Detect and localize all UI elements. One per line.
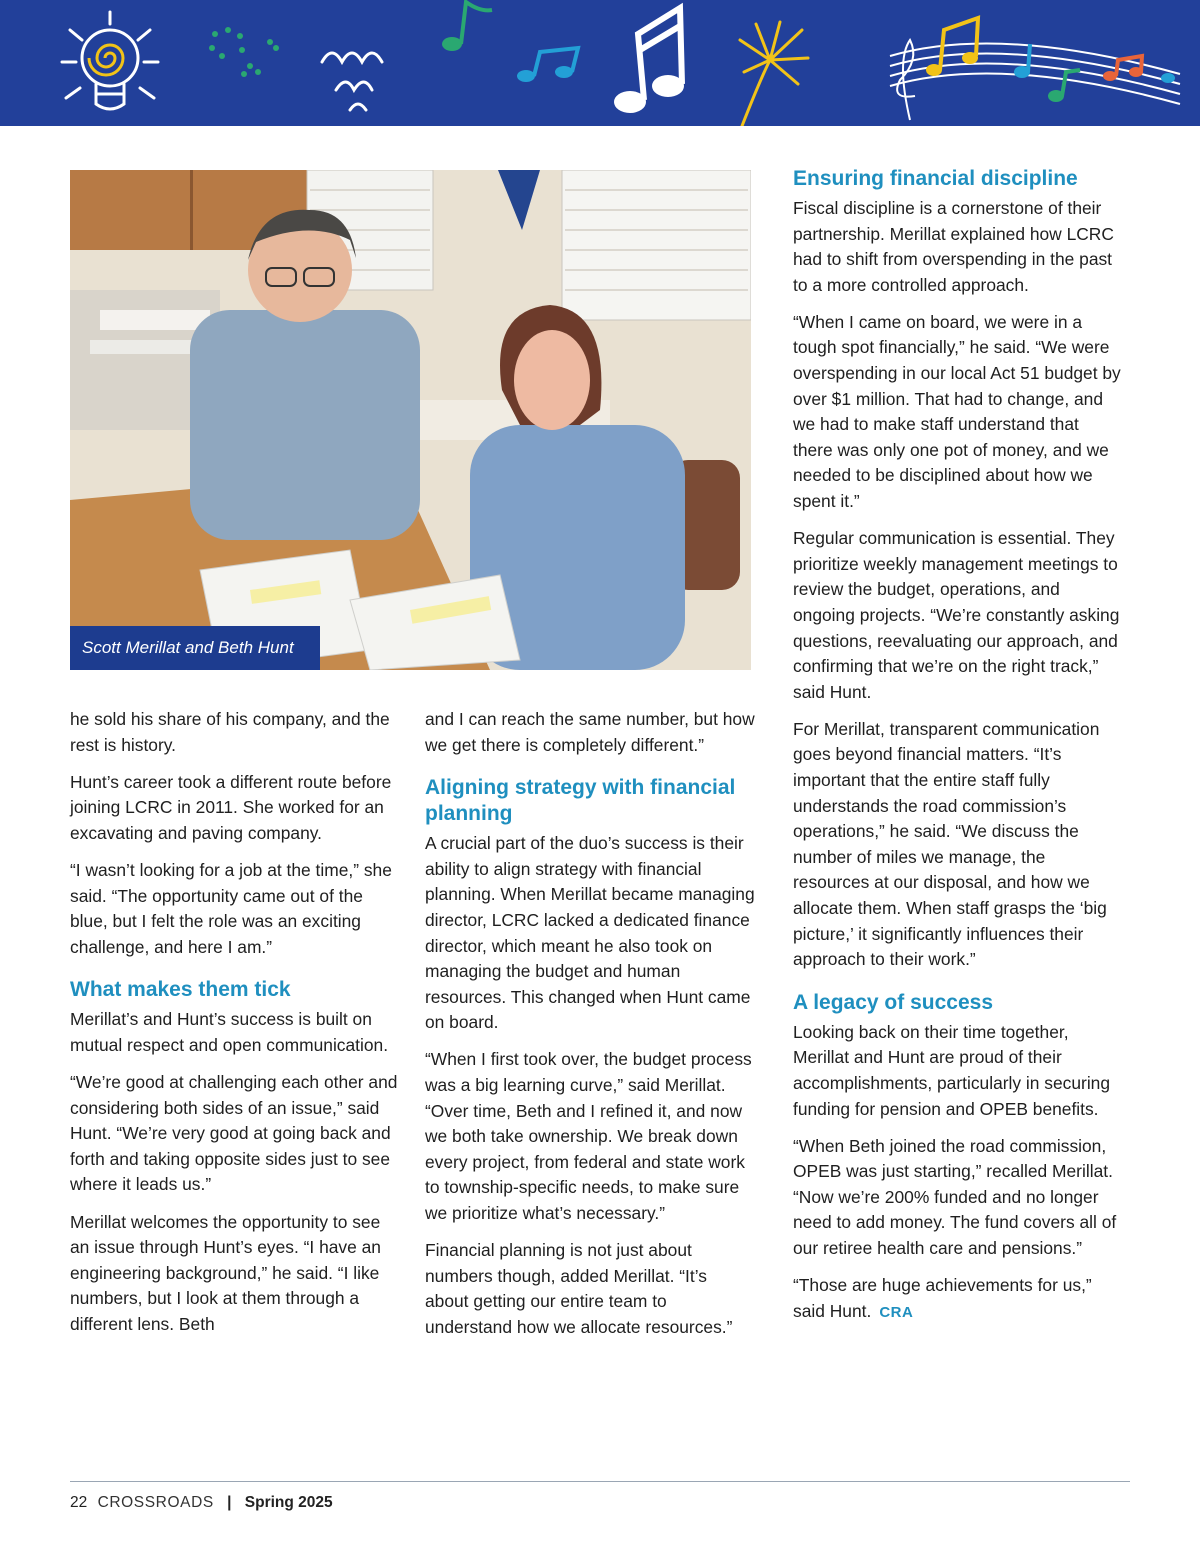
- article-end-signoff: CRA: [879, 1303, 914, 1321]
- issue-date: Spring 2025: [244, 1494, 333, 1511]
- paragraph: and I can reach the same number, but how we get there is completely different.”: [425, 709, 755, 755]
- paragraph: Merillat’s and Hunt’s success is built on mutual respect and open communication.: [70, 1009, 389, 1055]
- section-heading: What makes them tick: [70, 978, 291, 1002]
- double-note-icon: [517, 48, 578, 82]
- lightbulb-icon: [62, 12, 158, 109]
- sparkle-dots-icon: [209, 27, 279, 77]
- paragraph: Regular communication is essential. They prioritize weekly management meetings to review the budget, operations, and ongoing projects. “We’re constantly asking questions, reevaluating our approach, and confirming that we’re on the right track,” said Hunt.: [793, 528, 1120, 702]
- paragraph: “When I first took over, the budget process was a big learning curve,” said Merillat. “Over time, Beth and I refined it, and now we both take ownership. We break down every project, from federal and state work to township-specific needs, to make sure we prioritize what’s necessary.”: [425, 1049, 752, 1223]
- paragraph: Financial planning is not just about numbers though, added Merillat. “It’s about getting our entire team to understand how we allocate resources.”: [425, 1240, 733, 1337]
- paragraph: Merillat welcomes the opportunity to see an issue through Hunt’s eyes. “I have an engineering background,” he said. “I like numbers, but I look at them through a different lens. Beth: [70, 1211, 381, 1334]
- firework-icon: [740, 22, 808, 126]
- music-note-icon: [442, 2, 492, 51]
- article-column-3: [793, 166, 1123, 1337]
- page-footer: [70, 1492, 333, 1514]
- article-column-1: [70, 707, 400, 1349]
- page-number: 22: [70, 1494, 88, 1511]
- paragraph-text: “Those are huge achievements for us,” said Hunt.: [793, 1275, 1092, 1321]
- section-heading: Ensuring financial discipline: [793, 167, 1078, 190]
- paragraph: “When Beth joined the road commission, OPEB was just starting,” recalled Merillat. “Now we’re 200% funded and no longer need to add money. The fund covers all of our retiree health care and pensions.”: [793, 1135, 1117, 1258]
- publication-name: CROSSROADS: [97, 1494, 214, 1511]
- paragraph: “When I came on board, we were in a tough spot financially,” he said. “We were overspending in our local Act 51 budget by over $1 million. That had to change, and we had to make staff understand that there was only one pot of money, and we needed to be disciplined about how we spent it.”: [793, 311, 1121, 512]
- music-staff-icon: [890, 40, 1180, 120]
- photo-illustration: [70, 170, 751, 670]
- closing-paragraph: [793, 1273, 1123, 1325]
- colored-notes-icon: [926, 18, 1175, 102]
- footer-separator: |: [227, 1494, 232, 1511]
- section-heading: A legacy of success: [793, 990, 993, 1014]
- paragraph: For Merillat, transparent communication goes beyond financial matters. “It’s important that the entire staff fully understands the road commission’s operations,” he said. “We discuss the number of miles we manage, the resources at our disposal, and how we allocate them. When staff grasps the ‘big picture,’ it significantly influences their approach to their work.”: [793, 718, 1107, 970]
- article-photo: [70, 170, 751, 670]
- paragraph: he sold his share of his company, and the rest is history.: [70, 709, 390, 755]
- article-column-2: [425, 707, 755, 1352]
- banner-doodles: [0, 0, 1200, 126]
- paragraph: Looking back on their time together, Merillat and Hunt are proud of their accomplishments, particularly in securing funding for pension and OPEB benefits.: [793, 1021, 1111, 1119]
- paragraph: Hunt’s career took a different route before joining LCRC in 2011. She worked for an excavating and paving company.: [70, 771, 392, 843]
- photo-caption: Scott Merillat and Beth Hunt: [70, 626, 320, 670]
- footer-divider: [70, 1481, 1130, 1482]
- paragraph: Fiscal discipline is a cornerstone of their partnership. Merillat explained how LCRC had to shift from overspending in the past to a more controlled approach.: [793, 198, 1114, 295]
- paragraph: “I wasn’t looking for a job at the time,” she said. “The opportunity came out of the blue, but I felt the role was an exciting challenge, and here I am.”: [70, 859, 392, 957]
- paragraph: “We’re good at challenging each other and considering both sides of an issue,” said Hunt. “We’re very good at going back and forth and taking opposite sides just to see where it leads us.”: [70, 1072, 398, 1195]
- white-note-icon: [614, 8, 684, 113]
- swirl-icon: [322, 53, 382, 110]
- paragraph: A crucial part of the duo’s success is their ability to align strategy with financial planning. When Merillat became managing director, LCRC lacked a dedicated finance director, which meant he also took on managing the budget and human resources. This changed when Hunt came on board.: [425, 833, 755, 1033]
- section-heading: Aligning strategy with financial planning: [425, 776, 736, 826]
- header-banner: [0, 0, 1200, 126]
